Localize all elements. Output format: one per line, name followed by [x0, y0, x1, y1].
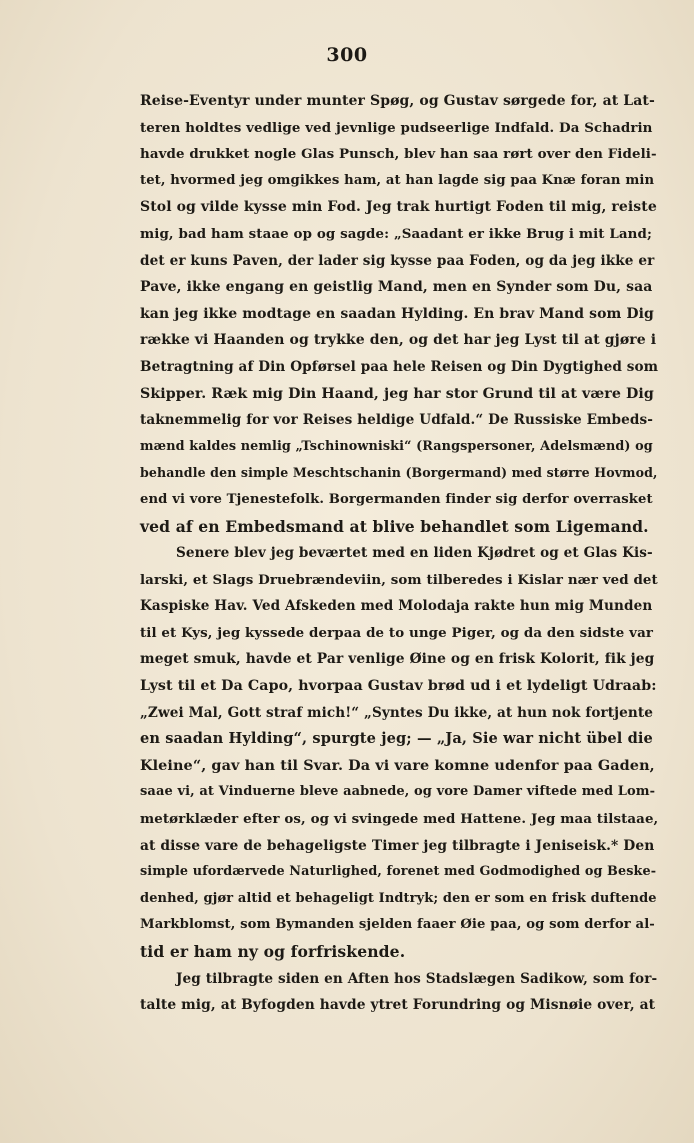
text-line: det er kuns Paven, der lader sig kysse paa Foden, og da jeg ikke er	[140, 252, 655, 269]
text-line: teren holdtes vedlige ved jevnlige pudseerlige Indfald. Da Schadrin	[140, 119, 653, 136]
text-line: behandle den simple Meschtschanin (Borgermand) med større Hovmod,	[140, 465, 658, 481]
text-line: Markblomst, som Bymanden sjelden faaer Øie paa, og som derfor al-	[140, 917, 655, 933]
text-line: „Zwei Mal, Gott straf mich!“ „Syntes Du ikke, at hun nok fortjente	[140, 704, 654, 721]
text-line: talte mig, at Byfogden havde ytret Forundring og Misnøie over, at	[140, 997, 656, 1014]
text-line: meget smuk, havde et Par venlige Øine og en frisk Kolorit, fik jeg	[140, 651, 655, 668]
page-number: 300	[326, 44, 368, 66]
text-line: Reise-Eventyr under munter Spøg, og Gustav sørgede for, at Lat-	[140, 93, 655, 109]
text-line: saae vi, at Vinduerne bleve aabnede, og vore Damer viftede med Lom-	[140, 784, 656, 800]
text-line: havde drukket nogle Glas Punsch, blev han saa rørt over den Fideli-	[140, 146, 657, 163]
text-line: simple ufordærvede Naturlighed, forenet med Godmodighed og Beske-	[140, 864, 657, 880]
paragraph	[140, 540, 659, 966]
text-line: Kleine“, gav han til Svar. Da vi vare komne udenfor paa Gaden,	[140, 756, 655, 774]
text-line: metørklæder efter os, og vi svingede med Hattene. Jeg maa tilstaae,	[140, 811, 659, 828]
paragraph	[140, 966, 658, 1019]
text-line: mænd kaldes nemlig „Tschinowniski“ (Rangspersoner, Adelsmænd) og	[140, 438, 653, 454]
text-line: Lyst til et Da Capo, hvorpaa Gustav brød ud i et lydeligt Udraab:	[140, 678, 657, 695]
text-line: Senere blev jeg beværtet med en liden Kjødret og et Glas Kis-	[176, 545, 653, 562]
text-line: Jeg tilbragte siden en Aften hos Stadslægen Sadikow, som for-	[176, 970, 658, 987]
text-line: tet, hvormed jeg omgikkes ham, at han lagde sig paa Knæ foran min	[140, 172, 655, 188]
paragraph	[140, 88, 659, 540]
text-line: at disse vare de behageligste Timer jeg tilbragte i Jeniseisk.* Den	[140, 837, 655, 854]
text-line: Kaspiske Hav. Ved Afskeden med Molodaja rakte hun mig Munden	[140, 598, 653, 615]
text-line: Pave, ikke engang en geistlig Mand, men en Synder som Du, saa	[140, 279, 653, 296]
text-line: taknemmelig for vor Reises heldige Udfald.“ De Russiske Embeds-	[140, 412, 653, 429]
body-text	[140, 88, 659, 1019]
text-line: tid er ham ny og forfriskende.	[140, 942, 406, 961]
text-line: til et Kys, jeg kyssede derpaa de to unge Piger, og da den sidste var	[140, 624, 653, 641]
text-line: en saadan Hylding“, spurgte jeg; — „Ja, Sie war nicht übel die	[140, 730, 653, 748]
text-line: kan jeg ikke modtage en saadan Hylding. En brav Mand som Dig	[140, 305, 654, 322]
text-line: række vi Haanden og trykke den, og det har jeg Lyst til at gjøre i	[140, 332, 657, 349]
text-line: ved af en Embedsmand at blive behandlet som Ligemand.	[140, 516, 649, 536]
text-line: Skipper. Ræk mig Din Haand, jeg har stor Grund til at være Dig	[140, 385, 654, 402]
text-line: denhed, gjør altid et behageligt Indtryk; den er som en frisk duftende	[140, 890, 657, 906]
text-line: end vi vore Tjenestefolk. Borgermanden finder sig derfor overrasket	[140, 491, 653, 507]
text-line: Stol og vilde kysse min Fod. Jeg trak hurtigt Foden til mig, reiste	[140, 199, 657, 216]
text-line: mig, bad ham staae op og sagde: „Saadant er ikke Brug i mit Land;	[140, 225, 652, 242]
text-line: Betragtning af Din Opførsel paa hele Reisen og Din Dygtighed som	[140, 358, 659, 375]
text-line: larski, et Slags Druebrændeviin, som tilberedes i Kislar nær ved det	[140, 571, 658, 588]
